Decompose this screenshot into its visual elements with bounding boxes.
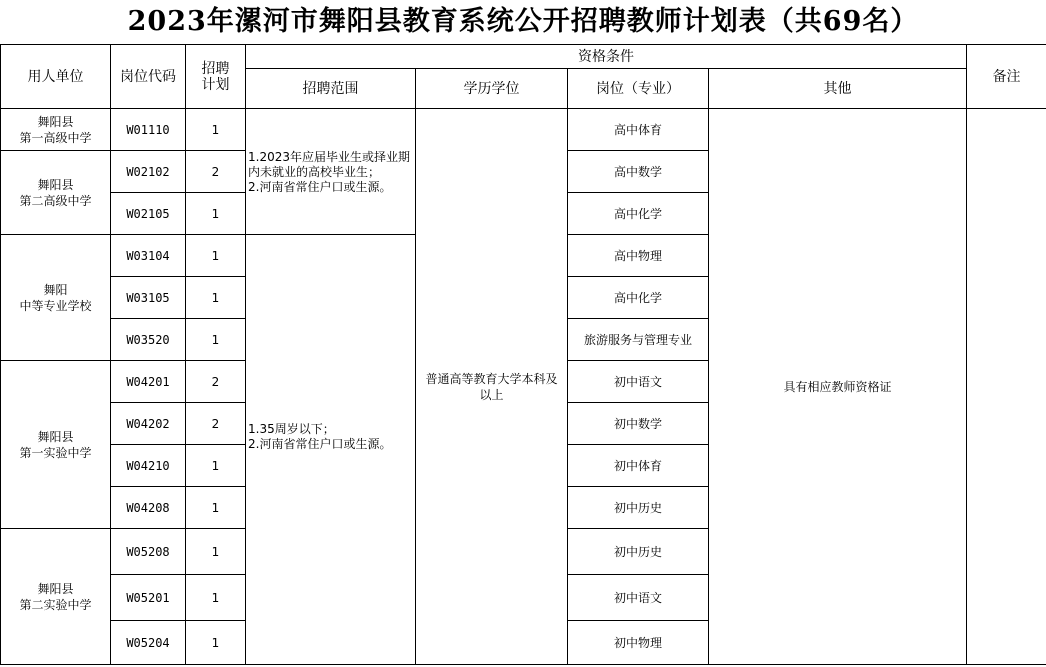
code-cell: W03105	[111, 277, 186, 319]
header-conditions: 资格条件	[246, 45, 967, 69]
code-cell: W05201	[111, 575, 186, 621]
code-cell: W01110	[111, 109, 186, 151]
position-cell: 高中化学	[568, 277, 709, 319]
plan-cell: 1	[186, 445, 246, 487]
scope-line: 2.河南省常住户口或生源。	[248, 437, 392, 451]
header-code: 岗位代码	[111, 45, 186, 109]
code-cell: W04210	[111, 445, 186, 487]
code-cell: W03520	[111, 319, 186, 361]
code-cell: W03104	[111, 235, 186, 277]
position-cell: 高中物理	[568, 235, 709, 277]
plan-cell: 2	[186, 403, 246, 445]
header-scope: 招聘范围	[246, 69, 416, 109]
position-cell: 旅游服务与管理专业	[568, 319, 709, 361]
position-cell: 高中数学	[568, 151, 709, 193]
position-cell: 初中历史	[568, 529, 709, 575]
plan-cell: 1	[186, 235, 246, 277]
code-cell: W05208	[111, 529, 186, 575]
recruitment-table	[0, 44, 1046, 665]
plan-cell: 2	[186, 151, 246, 193]
header-remark: 备注	[967, 45, 1046, 109]
plan-cell: 1	[186, 621, 246, 665]
code-cell: W04208	[111, 487, 186, 529]
other-cell: 具有相应教师资格证	[709, 109, 967, 665]
plan-cell: 1	[186, 487, 246, 529]
position-cell: 初中物理	[568, 621, 709, 665]
position-cell: 初中体育	[568, 445, 709, 487]
page-title: 2023年漯河市舞阳县教育系统公开招聘教师计划表（共69名）	[127, 6, 919, 37]
remark-cell	[967, 109, 1046, 665]
position-cell: 初中数学	[568, 403, 709, 445]
plan-cell: 1	[186, 193, 246, 235]
header-position: 岗位（专业）	[568, 69, 709, 109]
plan-cell: 1	[186, 277, 246, 319]
code-cell: W04202	[111, 403, 186, 445]
unit-cell: 舞阳县 第二实验中学	[1, 529, 111, 665]
unit-cell: 舞阳县 第二高级中学	[1, 151, 111, 235]
header-other: 其他	[709, 69, 967, 109]
education-cell: 普通高等教育大学本科及以上	[416, 109, 568, 665]
unit-cell: 舞阳 中等专业学校	[1, 235, 111, 361]
code-cell: W02102	[111, 151, 186, 193]
plan-cell: 1	[186, 319, 246, 361]
position-cell: 高中体育	[568, 109, 709, 151]
code-cell: W05204	[111, 621, 186, 665]
scope-line: 1.35周岁以下；	[248, 422, 335, 436]
position-cell: 初中语文	[568, 575, 709, 621]
position-cell: 高中化学	[568, 193, 709, 235]
header-plan: 招聘 计划	[186, 45, 246, 109]
header-unit: 用人单位	[1, 45, 111, 109]
plan-cell: 1	[186, 109, 246, 151]
unit-cell: 舞阳县 第一实验中学	[1, 361, 111, 529]
scope-cell	[246, 235, 416, 665]
position-cell: 初中历史	[568, 487, 709, 529]
header-education: 学历学位	[416, 69, 568, 109]
scope-cell	[246, 109, 416, 235]
scope-line: 1.2023年应届毕业生或择业期内未就业的高校毕业生；	[248, 150, 410, 179]
position-cell: 初中语文	[568, 361, 709, 403]
unit-cell: 舞阳县 第一高级中学	[1, 109, 111, 151]
plan-cell: 1	[186, 529, 246, 575]
code-cell: W02105	[111, 193, 186, 235]
plan-cell: 1	[186, 575, 246, 621]
scope-line: 2.河南省常住户口或生源。	[248, 180, 392, 194]
plan-cell: 2	[186, 361, 246, 403]
code-cell: W04201	[111, 361, 186, 403]
